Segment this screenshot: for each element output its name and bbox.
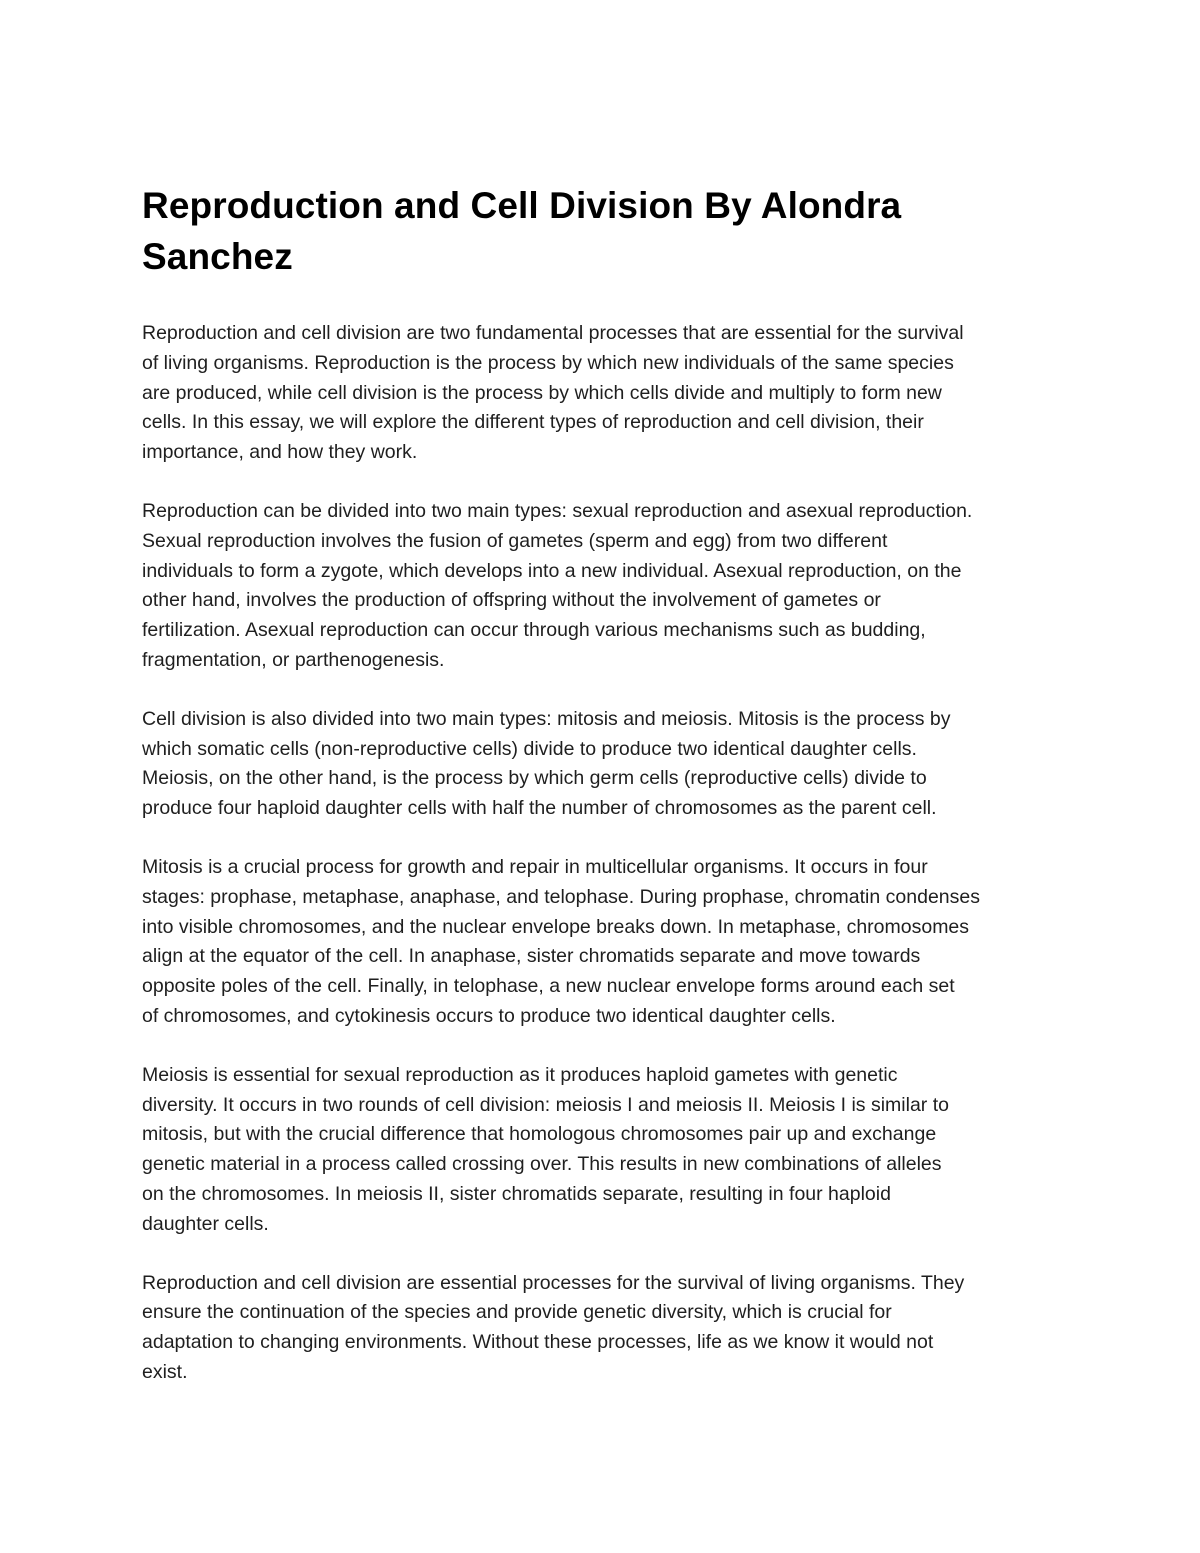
paragraph-introduction: Reproduction and cell division are two fundamental processes that are essential for the survival of living organisms. Reproduction is the process by which new individuals of the same species are produced, while cell division is the process by which cells divide and multiply to form new cells. In this essay, we will explore the different types of reproduction and cell division, their importance, and how they work. — [142, 322, 964, 464]
document-title: Reproduction and Cell Division By Alondra Sanchez — [142, 185, 902, 277]
document-body — [142, 180, 1067, 1388]
paragraph-meiosis: Meiosis is essential for sexual reproduction as it produces haploid gametes with genetic diversity. It occurs in two rounds of cell division: meiosis I and meiosis II. Meiosis I is similar to mitosis, but with the crucial difference that homologous chromosomes pair up and exchange genetic material in a process called crossing over. This results in new combinations of alleles on the chromosomes. In meiosis II, sister chromatids separate, resulting in four haploid daughter cells. — [142, 1063, 949, 1235]
paragraph-conclusion: Reproduction and cell division are essential processes for the survival of living organisms. They ensure the continuation of the species and provide genetic diversity, which is crucial for adaptation to changing environments. Without these processes, life as we know it would not exist. — [142, 1271, 965, 1383]
paragraph-reproduction-types: Reproduction can be divided into two main types: sexual reproduction and asexual reproduction. Sexual reproduction involves the fusion of gametes (sperm and egg) from two different individuals to form a zygote, which develops into a new individual. Asexual reproduction, on the other hand, involves the production of offspring without the involvement of gametes or fertilization. Asexual reproduction can occur through various mechanisms such as budding, fragmentation, or parthenogenesis. — [142, 499, 973, 671]
paragraph-cell-division-types: Cell division is also divided into two main types: mitosis and meiosis. Mitosis is the process by which somatic cells (non-reproductive cells) divide to produce two identical daughter cells. Meiosis, on the other hand, is the process by which germ cells (reproductive cells) divide to produce four haploid daughter cells with half the number of chromosomes as the parent cell. — [142, 707, 951, 820]
paragraph-mitosis: Mitosis is a crucial process for growth and repair in multicellular organisms. It occurs in four stages: prophase, metaphase, anaphase, and telophase. During prophase, chromatin condenses into visible chromosomes, and the nuclear envelope breaks down. In metaphase, chromosomes align at the equator of the cell. In anaphase, sister chromatids separate and move towards opposite poles of the cell. Finally, in telophase, a new nuclear envelope forms around each set of chromosomes, and cytokinesis occurs to produce two identical daughter cells. — [142, 855, 980, 1027]
